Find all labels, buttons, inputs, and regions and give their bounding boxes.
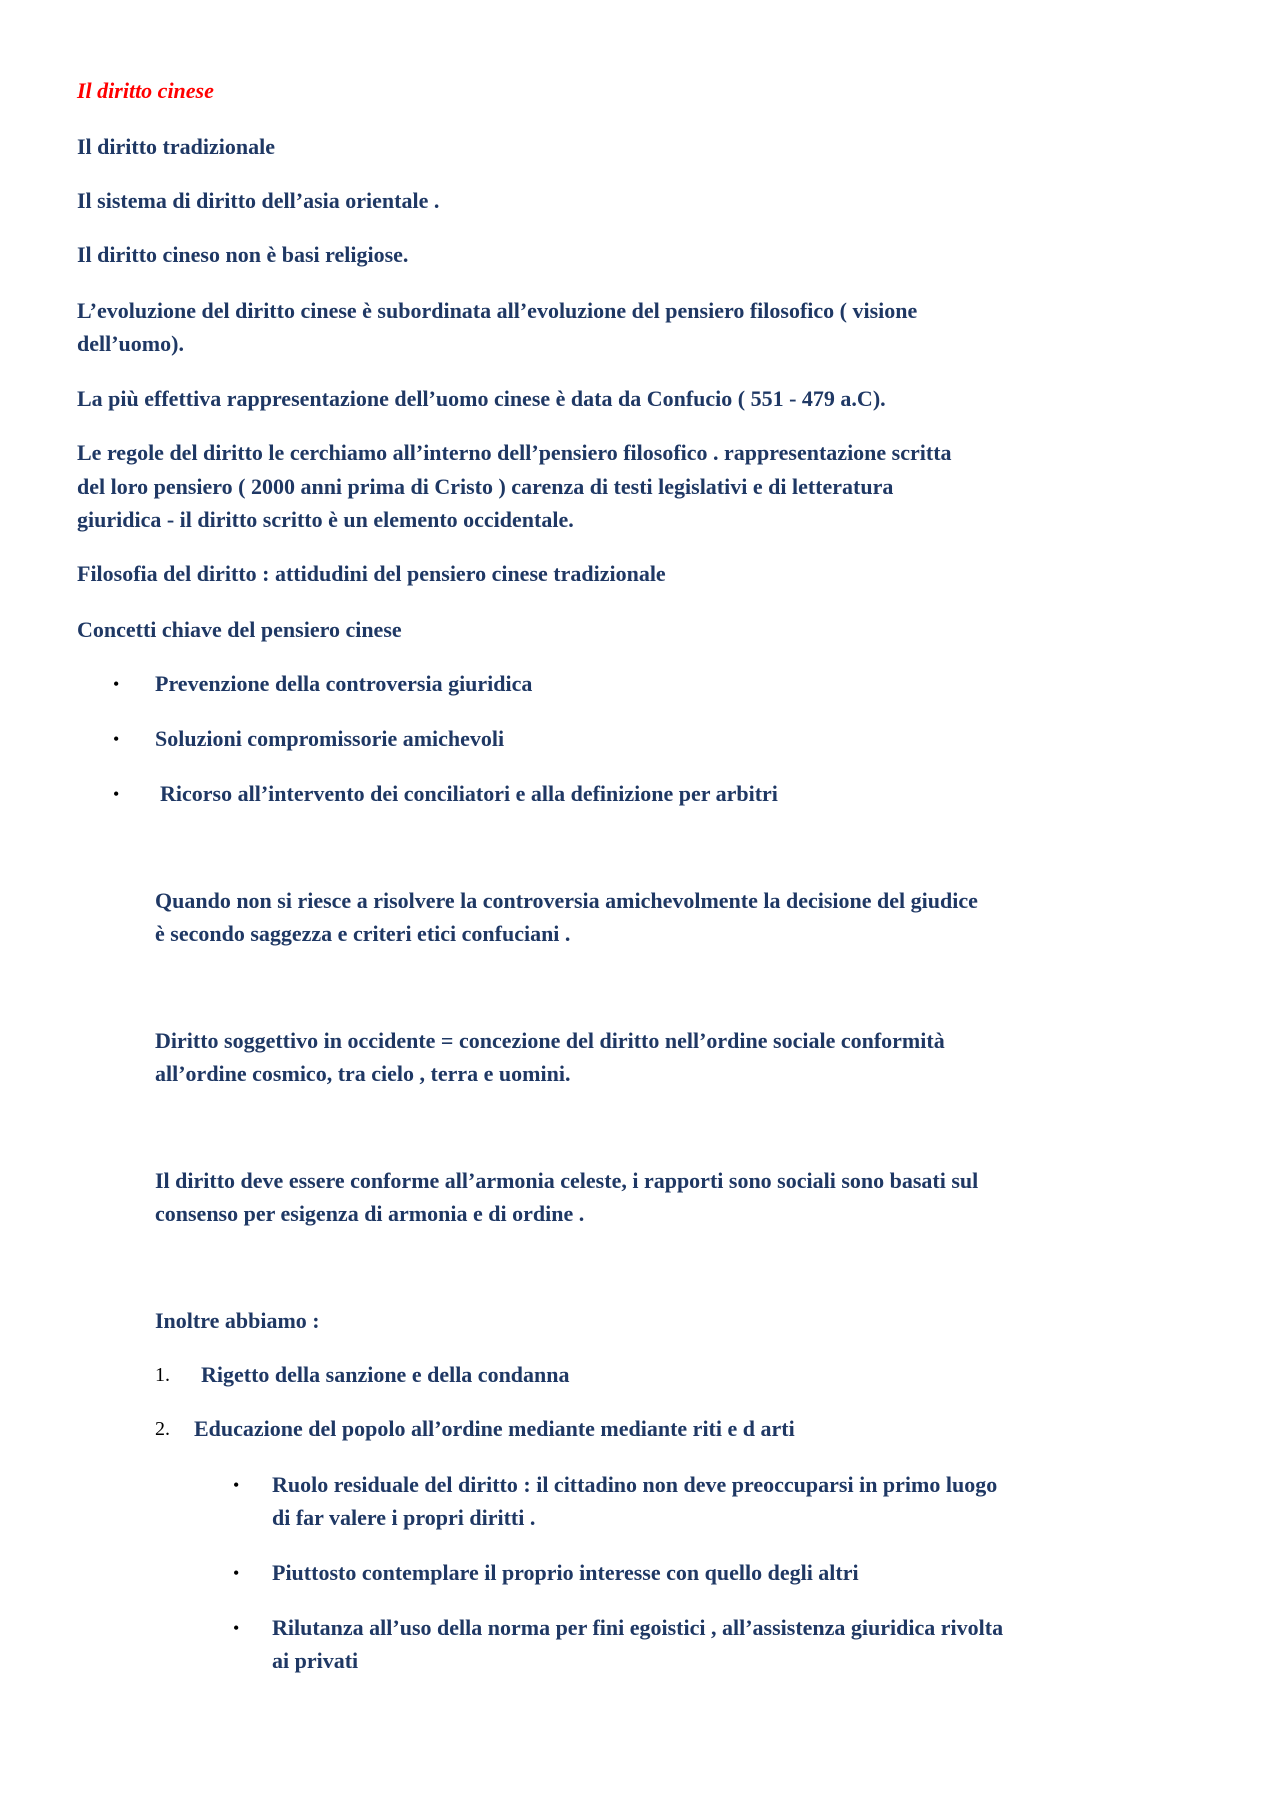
paragraph-rules-line1: Le regole del diritto le cerchiamo all’interno dell’pensiero filosofico . rappresentazione scritta [77, 440, 952, 465]
paragraph-evolution-line1: L’evoluzione del diritto cinese è subordinata all’evoluzione del pensiero filosofico ( visione [77, 298, 918, 323]
paragraph-rules-line3: giuridica - il diritto scritto è un elemento occidentale. [77, 507, 574, 532]
list-item: Rilutanza all’uso della norma per fini egoistici , all’assistenza giuridica rivolta [272, 1615, 1004, 1640]
bullet-icon: • [113, 674, 120, 694]
paragraph-furthermore: Inoltre abbiamo : [155, 1308, 320, 1333]
paragraph-subjective-law-line1: Diritto soggettivo in occidente = concezione del diritto nell’ordine sociale conformità [155, 1028, 945, 1053]
document-title: Il diritto cinese [77, 78, 214, 103]
paragraph-traditional-law: Il diritto tradizionale [77, 134, 275, 159]
paragraph-confucius: La più effettiva rappresentazione dell’uomo cinese è data da Confucio ( 551 - 479 a.C). [77, 386, 886, 411]
paragraph-religious-basis: Il diritto cineso non è basi religiose. [77, 242, 409, 267]
list-number: 1. [155, 1364, 170, 1386]
bullet-icon: • [113, 729, 120, 749]
list-item: Prevenzione della controversia giuridica [155, 671, 533, 696]
paragraph-judge-line1: Quando non si riesce a risolvere la controversia amichevolmente la decisione del giudice [155, 888, 978, 913]
bullet-icon: • [233, 1618, 240, 1638]
paragraph-subjective-law-line2: all’ordine cosmico, tra cielo , terra e uomini. [155, 1061, 571, 1086]
list-item: Ruolo residuale del diritto : il cittadino non deve preoccuparsi in primo luogo [272, 1472, 998, 1497]
list-number: 2. [155, 1418, 170, 1440]
paragraph-evolution-line2: dell’uomo). [77, 331, 184, 356]
list-item: Soluzioni compromissorie amichevoli [155, 726, 505, 751]
bullet-icon: • [113, 784, 120, 804]
paragraph-east-asia-system: Il sistema di diritto dell’asia orientale . [77, 188, 440, 213]
list-item-continuation: di far valere i propri diritti . [272, 1505, 536, 1530]
paragraph-philosophy: Filosofia del diritto : attidudini del pensiero cinese tradizionale [77, 561, 666, 586]
paragraph-key-concepts: Concetti chiave del pensiero cinese [77, 617, 402, 642]
list-item: Piuttosto contemplare il proprio interesse con quello degli altri [272, 1560, 859, 1585]
list-item-continuation: ai privati [272, 1648, 359, 1673]
list-item: Educazione del popolo all’ordine mediante mediante riti e d arti [194, 1416, 795, 1441]
paragraph-judge-line2: è secondo saggezza e criteri etici confuciani . [155, 921, 571, 946]
list-item: Ricorso all’intervento dei conciliatori e alla definizione per arbitri [160, 781, 778, 806]
bullet-icon: • [233, 1563, 240, 1583]
paragraph-harmony-line1: Il diritto deve essere conforme all’armonia celeste, i rapporti sono sociali sono basati sul [155, 1168, 979, 1193]
paragraph-harmony-line2: consenso per esigenza di armonia e di ordine . [155, 1201, 585, 1226]
list-item: Rigetto della sanzione e della condanna [201, 1362, 570, 1387]
bullet-icon: • [233, 1475, 240, 1495]
paragraph-rules-line2: del loro pensiero ( 2000 anni prima di Cristo ) carenza di testi legislativi e di letteratura [77, 474, 894, 499]
